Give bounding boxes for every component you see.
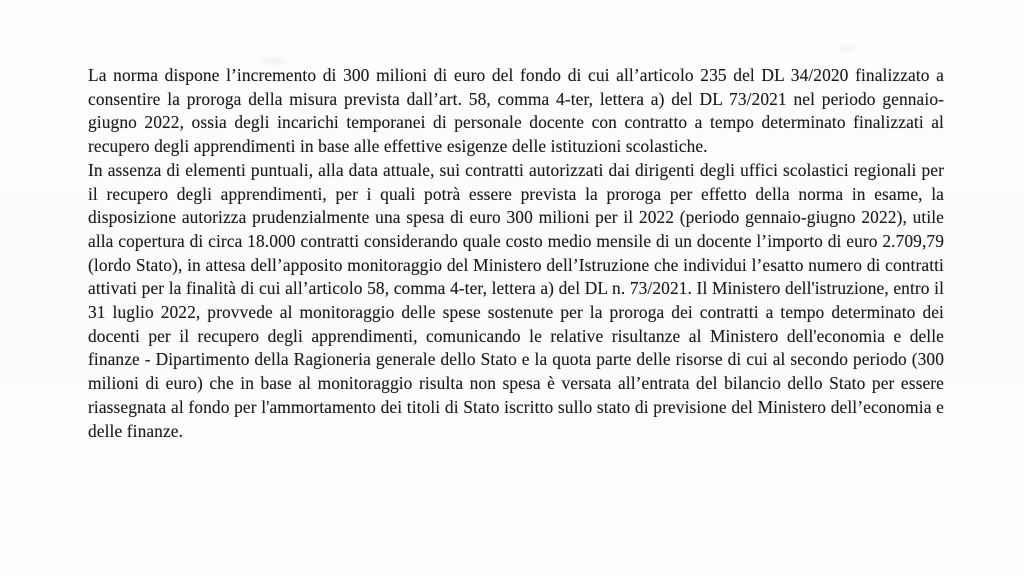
- paragraph-1: La norma dispone l’incremento di 300 milioni di euro del fondo di cui all’articolo 235 del DL 34/2020 finalizzato a consentire la proroga della misura prevista dall’art. 58, comma 4-ter, lettera a) del DL 73/2021 nel periodo gennaio-giugno 2022, ossia degli incarichi temporanei di personale docente con contratto a tempo determinato finalizzati al recupero degli apprendimenti in base alle effettive esigenze delle istituzioni scolastiche.: [88, 65, 944, 157]
- paragraph-2: In assenza di elementi puntuali, alla data attuale, sui contratti autorizzati dai dirigenti degli uffici scolastici regionali per il recupero degli apprendimenti, per i quali potrà essere prevista la proroga per effetto della norma in esame, la disposizione autorizza prudenzialmente una spesa di euro 300 milioni per il 2022 (periodo gennaio-giugno 2022), utile alla copertura di circa 18.000 contratti considerando quale costo medio mensile di un docente l’importo di euro 2.709,79 (lordo Stato), in attesa dell’apposito monitoraggio del Ministero dell’Istruzione che individui l’esatto numero di contratti attivati per la finalità di cui all’articolo 58, comma 4-ter, lettera a) del DL n. 73/2021. Il Ministero dell'istruzione, entro il 31 luglio 2022, provvede al monitoraggio delle spese sostenute per la proroga dei contratti a tempo determinato dei docenti per il recupero degli apprendimenti, comunicando le relative risultanze al Ministero dell'economia e delle finanze - Dipartimento della Ragioneria generale dello Stato e la quota parte delle risorse di cui al secondo periodo (300 milioni di euro) che in base al monitoraggio risulta non spesa è versata all’entrata del bilancio dello Stato per essere riassegnata al fondo per l'ammortamento dei titoli di Stato iscritto sullo stato di previsione del Ministero dell’economia e delle finanze.: [88, 159, 944, 441]
- document-text-block: [88, 64, 944, 443]
- scan-artifact: [838, 46, 856, 51]
